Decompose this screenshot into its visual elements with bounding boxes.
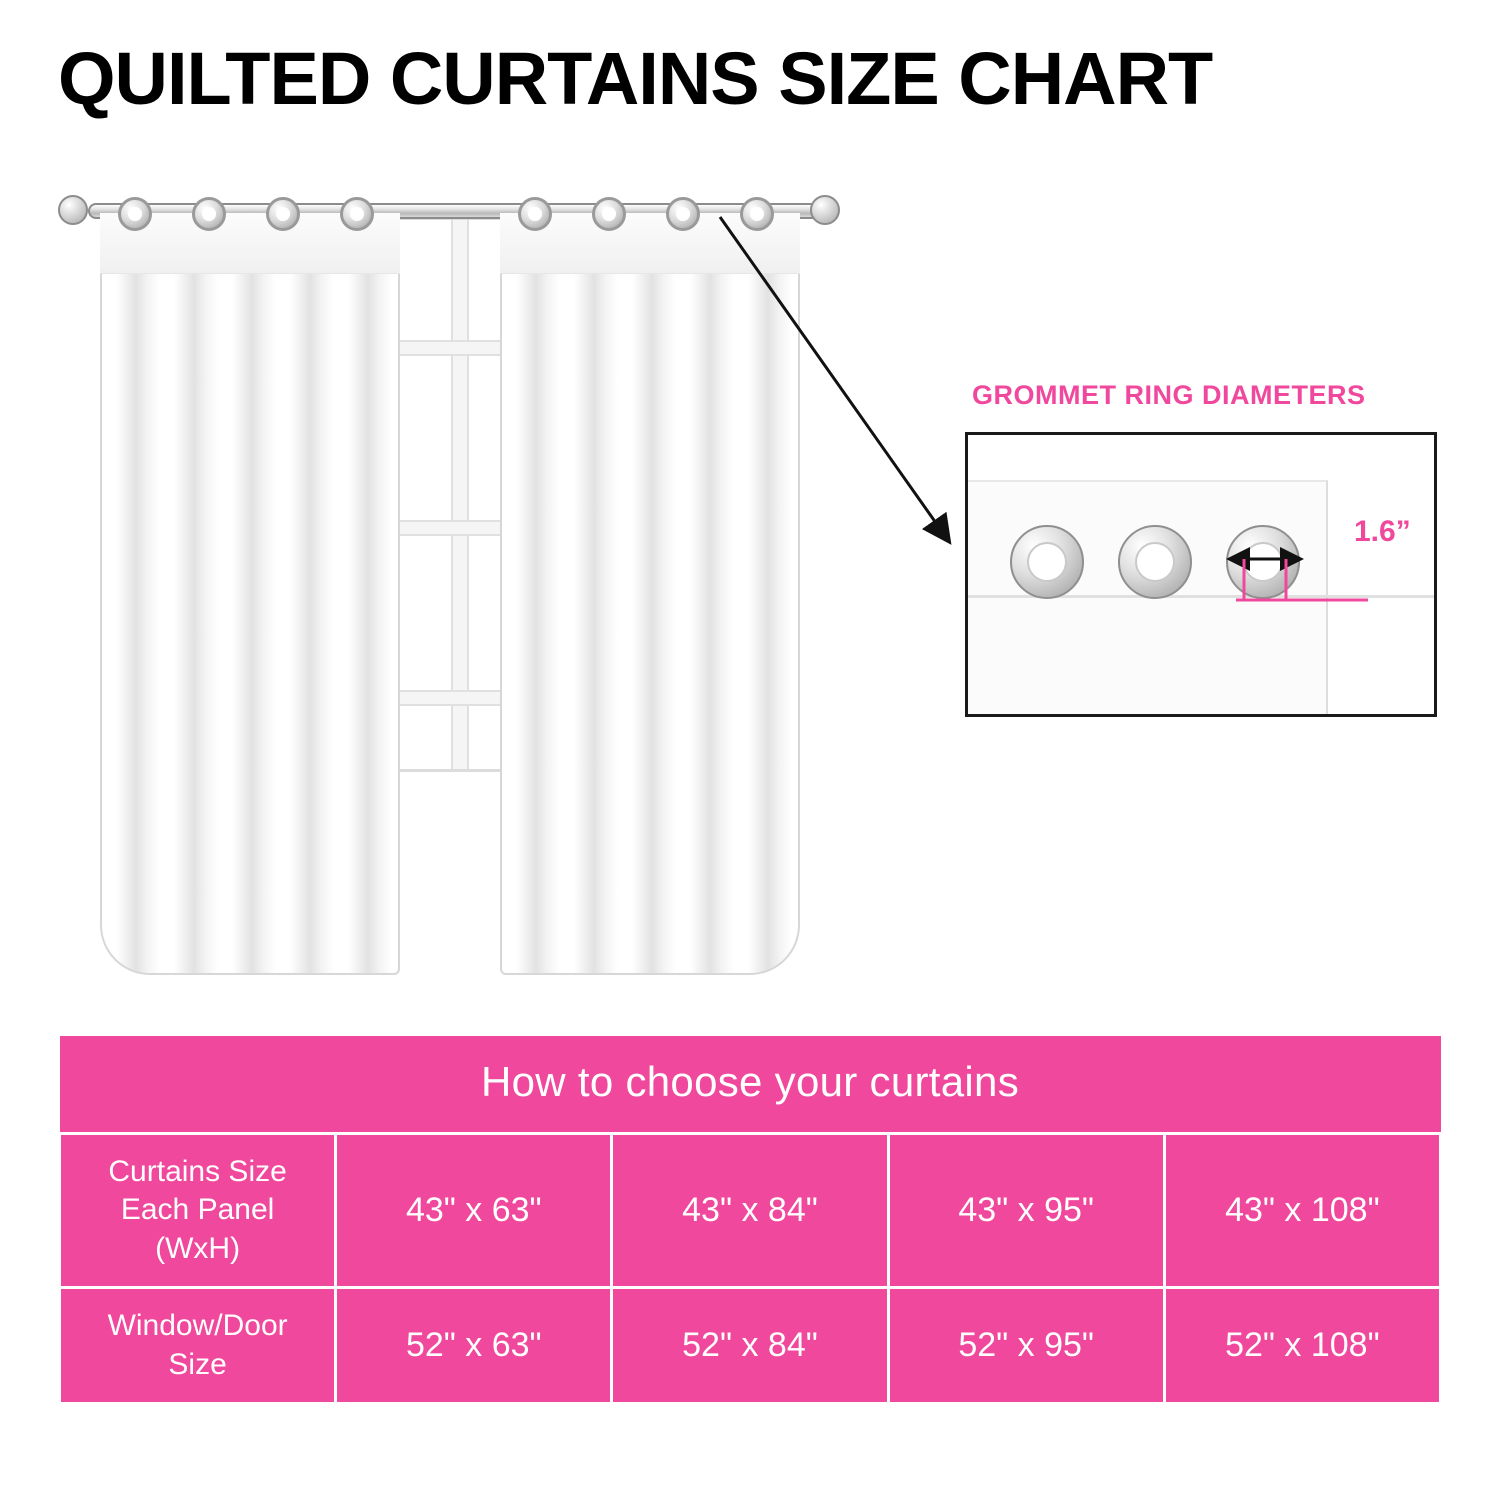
curtain-panel-left: [100, 185, 400, 975]
row-label-line: Curtains Size: [108, 1155, 287, 1188]
grommet-icon: [518, 197, 552, 231]
grommet-diameter-label: 1.6”: [1354, 515, 1411, 548]
table-cell: 52" x 95": [888, 1288, 1164, 1404]
table-row: [60, 1288, 1441, 1404]
table-cell: 43" x 108": [1164, 1134, 1440, 1288]
rod-finial-left: [58, 195, 88, 225]
measurement-indicator: [968, 435, 1437, 717]
table-cell: 52" x 84": [612, 1288, 888, 1404]
curtain-fabric-left: [100, 213, 400, 975]
size-table-wrapper: [58, 1036, 1442, 1405]
table-cell: 52" x 63": [336, 1288, 612, 1404]
row-label-curtain-size: [60, 1134, 336, 1288]
grommet-icon: [192, 197, 226, 231]
row-label-line: Size: [168, 1347, 227, 1381]
grommet-detail-callout: [960, 380, 1440, 725]
table-title: How to choose your curtains: [60, 1036, 1441, 1134]
row-label-line: Window/Door: [107, 1309, 288, 1343]
row-label-line: Each Panel: [120, 1193, 275, 1227]
table-cell: 43" x 84": [612, 1134, 888, 1288]
grommet-icon: [266, 197, 300, 231]
grommet-icon: [340, 197, 374, 231]
table-cell: 43" x 95": [888, 1134, 1164, 1288]
window-mullion: [451, 220, 469, 769]
page-title: QUILTED CURTAINS SIZE CHART: [58, 37, 1213, 120]
table-title-row: [60, 1036, 1441, 1134]
row-label-window-size: [60, 1288, 336, 1404]
grommet-icon: [592, 197, 626, 231]
grommet-icon: [118, 197, 152, 231]
row-label-line: (WxH): [155, 1231, 241, 1265]
grommet-detail-title: GROMMET RING DIAMETERS: [972, 380, 1366, 410]
table-cell: 52" x 108": [1164, 1288, 1440, 1404]
grommet-detail-box: [965, 432, 1437, 717]
size-table: [58, 1036, 1442, 1405]
table-cell: 43" x 63": [336, 1134, 612, 1288]
table-row: [60, 1134, 1441, 1288]
